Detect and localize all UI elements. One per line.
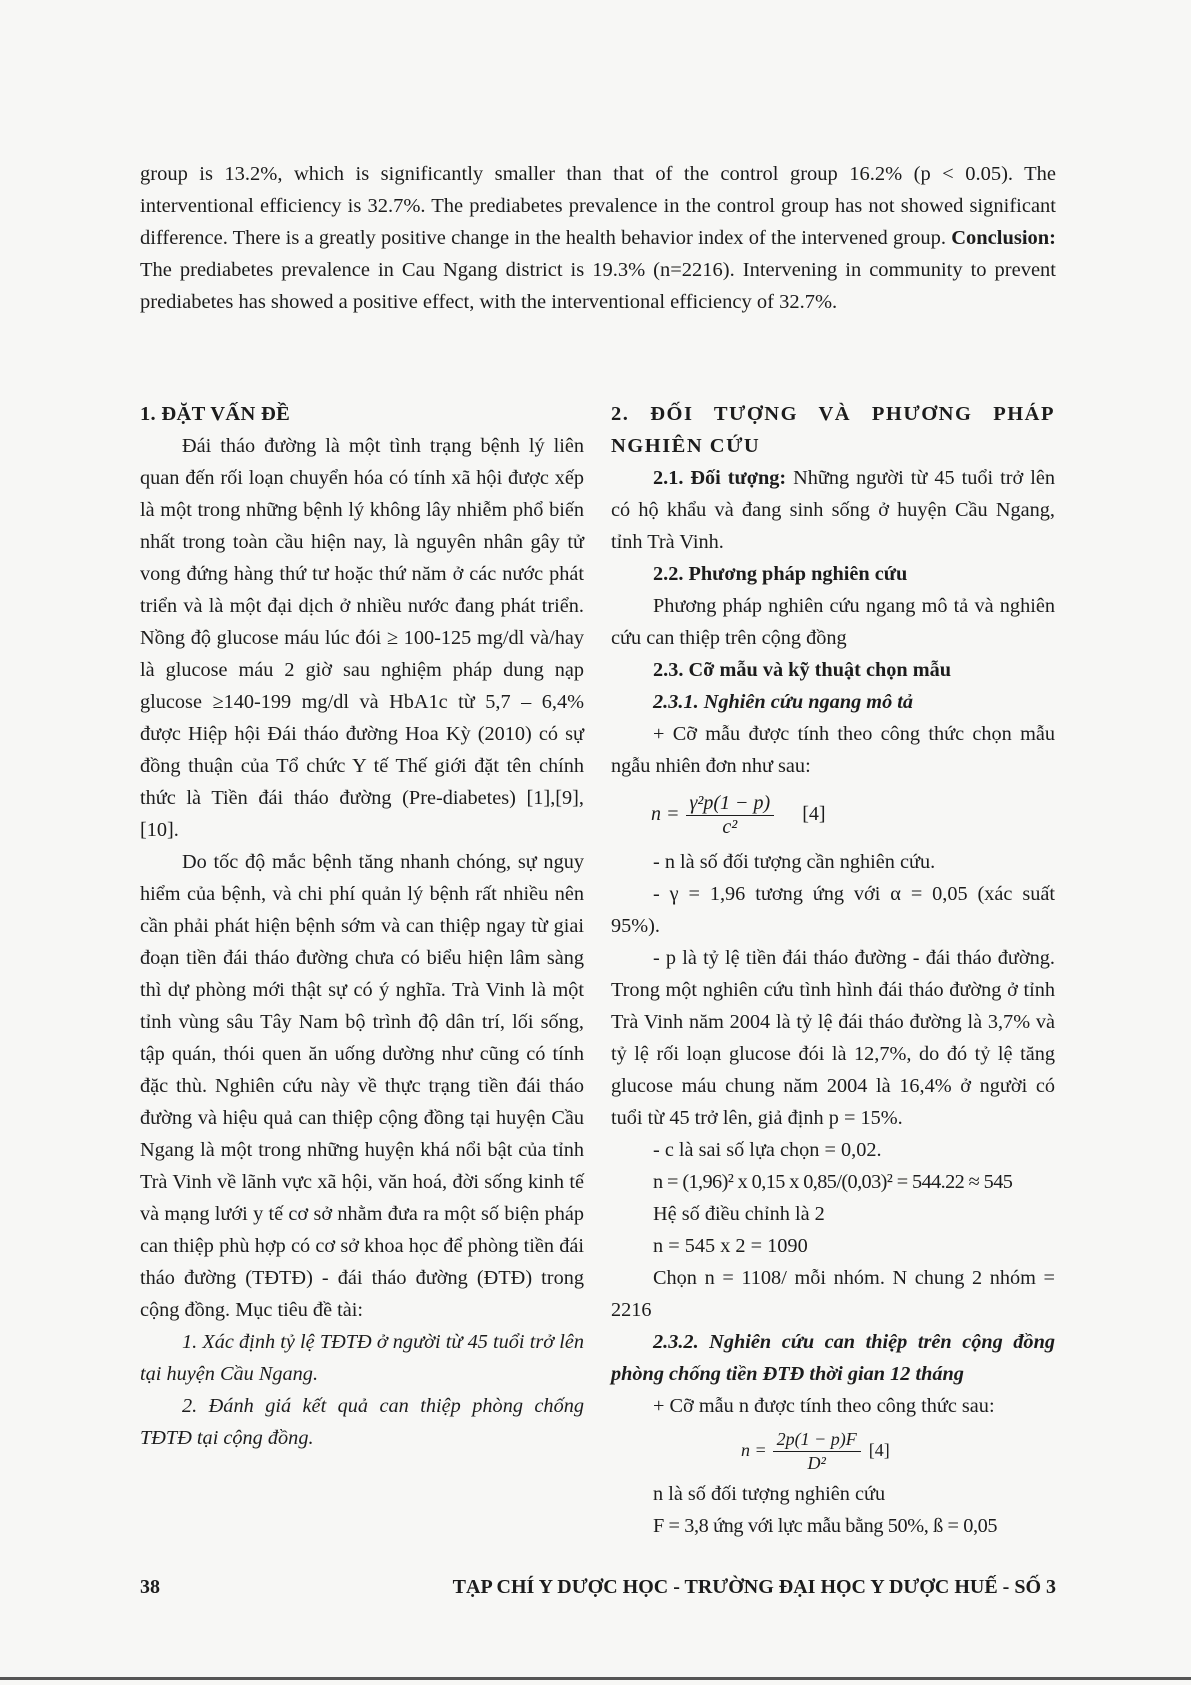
- formula-1-reference: [4]: [802, 803, 826, 825]
- definition-n: - n là số đối tượng cần nghiên cứu.: [653, 851, 936, 873]
- sample-size-formula-1: [611, 782, 1055, 846]
- adjustment-factor: Hệ số điều chỉnh là 2: [653, 1203, 825, 1225]
- sample-size-intro-2: + Cỡ mẫu n được tính theo công thức sau:: [653, 1395, 995, 1417]
- definition-p: - p là tỷ lệ tiền đái tháo đường - đái tháo đường. Trong một nghiên cứu tình hình đái tháo đường ở tỉnh Trà Vinh năm 2004 là tỷ lệ đái tháo đường là 3,7% và tỷ lệ rối loạn glucose đói là 12,7%, do đó tỷ lệ tăng glucose máu chung năm 2004 là 16,4% ở người có tuổi từ 45 trở lên, giả định p = 15%.: [611, 947, 1055, 1129]
- subsection-2-3-1-heading: 2.3.1. Nghiên cứu ngang mô tả: [653, 691, 914, 713]
- adjusted-n: n = 545 x 2 = 1090: [653, 1235, 808, 1257]
- sample-size-intro: + Cỡ mẫu được tính theo công thức chọn mẫu ngẫu nhiên đơn như sau:: [611, 723, 1055, 777]
- section-heading-2: 2. ĐỐI TƯỢNG VÀ PHƯƠNG PHÁP NGHIÊN CỨU: [611, 403, 1055, 457]
- definition-c: - c là sai số lựa chọn = 0,02.: [653, 1139, 882, 1161]
- definition-n-2: n là số đối tượng nghiên cứu: [653, 1483, 886, 1505]
- subsection-2-3-2-heading: 2.3.2. Nghiên cứu can thiệp trên cộng đồng phòng chống tiền ĐTĐ thời gian 12 tháng: [611, 1331, 1055, 1385]
- abstract-text-before: group is 13.2%, which is significantly smaller than that of the control group 16.2% (p < 0.05). The interventional efficiency is 32.7%. The prediabetes prevalence in the control group has not showed significant difference. There is a greatly positive change in the health behavior index of the intervened group.: [140, 163, 1056, 249]
- conclusion-label: Conclusion:: [951, 227, 1056, 249]
- formula-2-numerator: 2p(1 − p)F: [773, 1427, 861, 1452]
- calculation-n: n = (1,96)² x 0,15 x 0,85/(0,03)² = 544.22 ≈ 545: [653, 1171, 1013, 1193]
- subsection-2-1-label: 2.1. Đối tượng:: [653, 467, 787, 489]
- section-heading-1: 1. ĐẶT VẤN ĐỀ: [140, 403, 291, 425]
- formula-2-reference: [4]: [868, 1440, 890, 1460]
- definition-gamma: - γ = 1,96 tương ứng với α = 0,05 (xác suất 95%).: [611, 883, 1055, 937]
- formula-1-fraction: [686, 791, 775, 838]
- formula-2-denominator: D²: [807, 1452, 826, 1473]
- subsection-2-2-text: Phương pháp nghiên cứu ngang mô tả và nghiên cứu can thiệp trên cộng đồng: [611, 595, 1055, 649]
- formula-1-numerator: γ²p(1 − p): [686, 791, 775, 816]
- page-footer: [140, 1576, 1056, 1599]
- subsection-2-2-heading: 2.2. Phương pháp nghiên cứu: [653, 563, 908, 585]
- objective-2: 2. Đánh giá kết quả can thiệp phòng chống TĐTĐ tại cộng đồng.: [140, 1395, 584, 1449]
- abstract-paragraph: [140, 158, 1056, 318]
- intro-paragraph-1: Đái tháo đường là một tình trạng bệnh lý liên quan đến rối loạn chuyển hóa có tính xã hội được xếp là một trong những bệnh lý không lây nhiễm phổ biến nhất trong toàn cầu hiện nay, là nguyên nhân gây tử vong đứng hàng thứ tư hoặc thứ năm ở các nước phát triển và là một đại dịch ở nhiều nước đang phát triển. Nồng độ glucose máu lúc đói ≥ 100-125 mg/dl và/hay là glucose máu 2 giờ sau nghiệm pháp dung nạp glucose ≥140-199 mg/dl và HbA1c từ 5,7 – 6,4% được Hiệp hội Đái tháo đường Hoa Kỳ (2010) có sự đồng thuận của Tổ chức Y tế Thế giới đặt tên chính thức là Tiền đái tháo đường (Pre-diabetes) [1],[9], [10].: [140, 435, 584, 841]
- abstract-continuation: [140, 158, 1056, 318]
- subject-paragraph: [611, 462, 1055, 558]
- subsection-2-1-text: Những người từ 45 tuổi trở lên có hộ khẩu và đang sinh sống ở huyện Cầu Ngang, tỉnh Trà Vinh.: [611, 467, 1055, 553]
- chosen-n: Chọn n = 1108/ mỗi nhóm. N chung 2 nhóm = 2216: [611, 1267, 1055, 1321]
- journal-name: TẠP CHÍ Y DƯỢC HỌC - TRƯỜNG ĐẠI HỌC Y DƯỢC HUẾ - SỐ 3: [452, 1576, 1056, 1598]
- page-number: 38: [140, 1576, 160, 1598]
- intro-paragraph-2: Do tốc độ mắc bệnh tăng nhanh chóng, sự nguy hiểm của bệnh, và chi phí quản lý bệnh rất nhiều nên cần phải phát hiện bệnh sớm và can thiệp ngay từ giai đoạn tiền đái tháo đường chưa có biểu hiện lâm sàng thì dự phòng mới thật sự có ý nghĩa. Trà Vinh là một tỉnh vùng sâu Tây Nam bộ trình độ dân trí, lối sống, tập quán, thói quen ăn uống dường như cũng có tính đặc thù. Nghiên cứu này về thực trạng tiền đái tháo đường và hiệu quả can thiệp cộng đồng tại huyện Cầu Ngang là một trong những huyện khá nổi bật của tỉnh Trà Vinh về lãnh vực xã hội, văn hoá, đời sống kinh tế và mạng lưới y tế cơ sở nhằm đưa ra một số biện pháp can thiệp phù hợp có cơ sở khoa học để phòng tiền đái tháo đường (TĐTĐ) - đái tháo đường (ĐTĐ) trong cộng đồng. Mục tiêu đề tài:: [140, 851, 584, 1321]
- definition-f: F = 3,8 ứng với lực mẫu bằng 50%, ß = 0,05: [653, 1515, 998, 1537]
- formula-1-lhs: n =: [651, 803, 680, 825]
- right-column: [611, 398, 1055, 1542]
- formula-2-lhs: n =: [741, 1440, 767, 1460]
- formula-1-denominator: c²: [722, 815, 738, 838]
- left-column: [140, 398, 584, 1454]
- sample-size-formula-2: [611, 1422, 1055, 1478]
- abstract-text-after: The prediabetes prevalence in Cau Ngang district is 19.3% (n=2216). Intervening in community to prevent prediabetes has showed a positive effect, with the interventional efficiency of 32.7%.: [140, 259, 1056, 313]
- bottom-rule: [0, 1677, 1191, 1680]
- objective-1: 1. Xác định tỷ lệ TĐTĐ ở người từ 45 tuổi trở lên tại huyện Cầu Ngang.: [140, 1331, 584, 1385]
- formula-2-fraction: [773, 1427, 861, 1474]
- subsection-2-3-heading: 2.3. Cỡ mẫu và kỹ thuật chọn mẫu: [653, 659, 952, 681]
